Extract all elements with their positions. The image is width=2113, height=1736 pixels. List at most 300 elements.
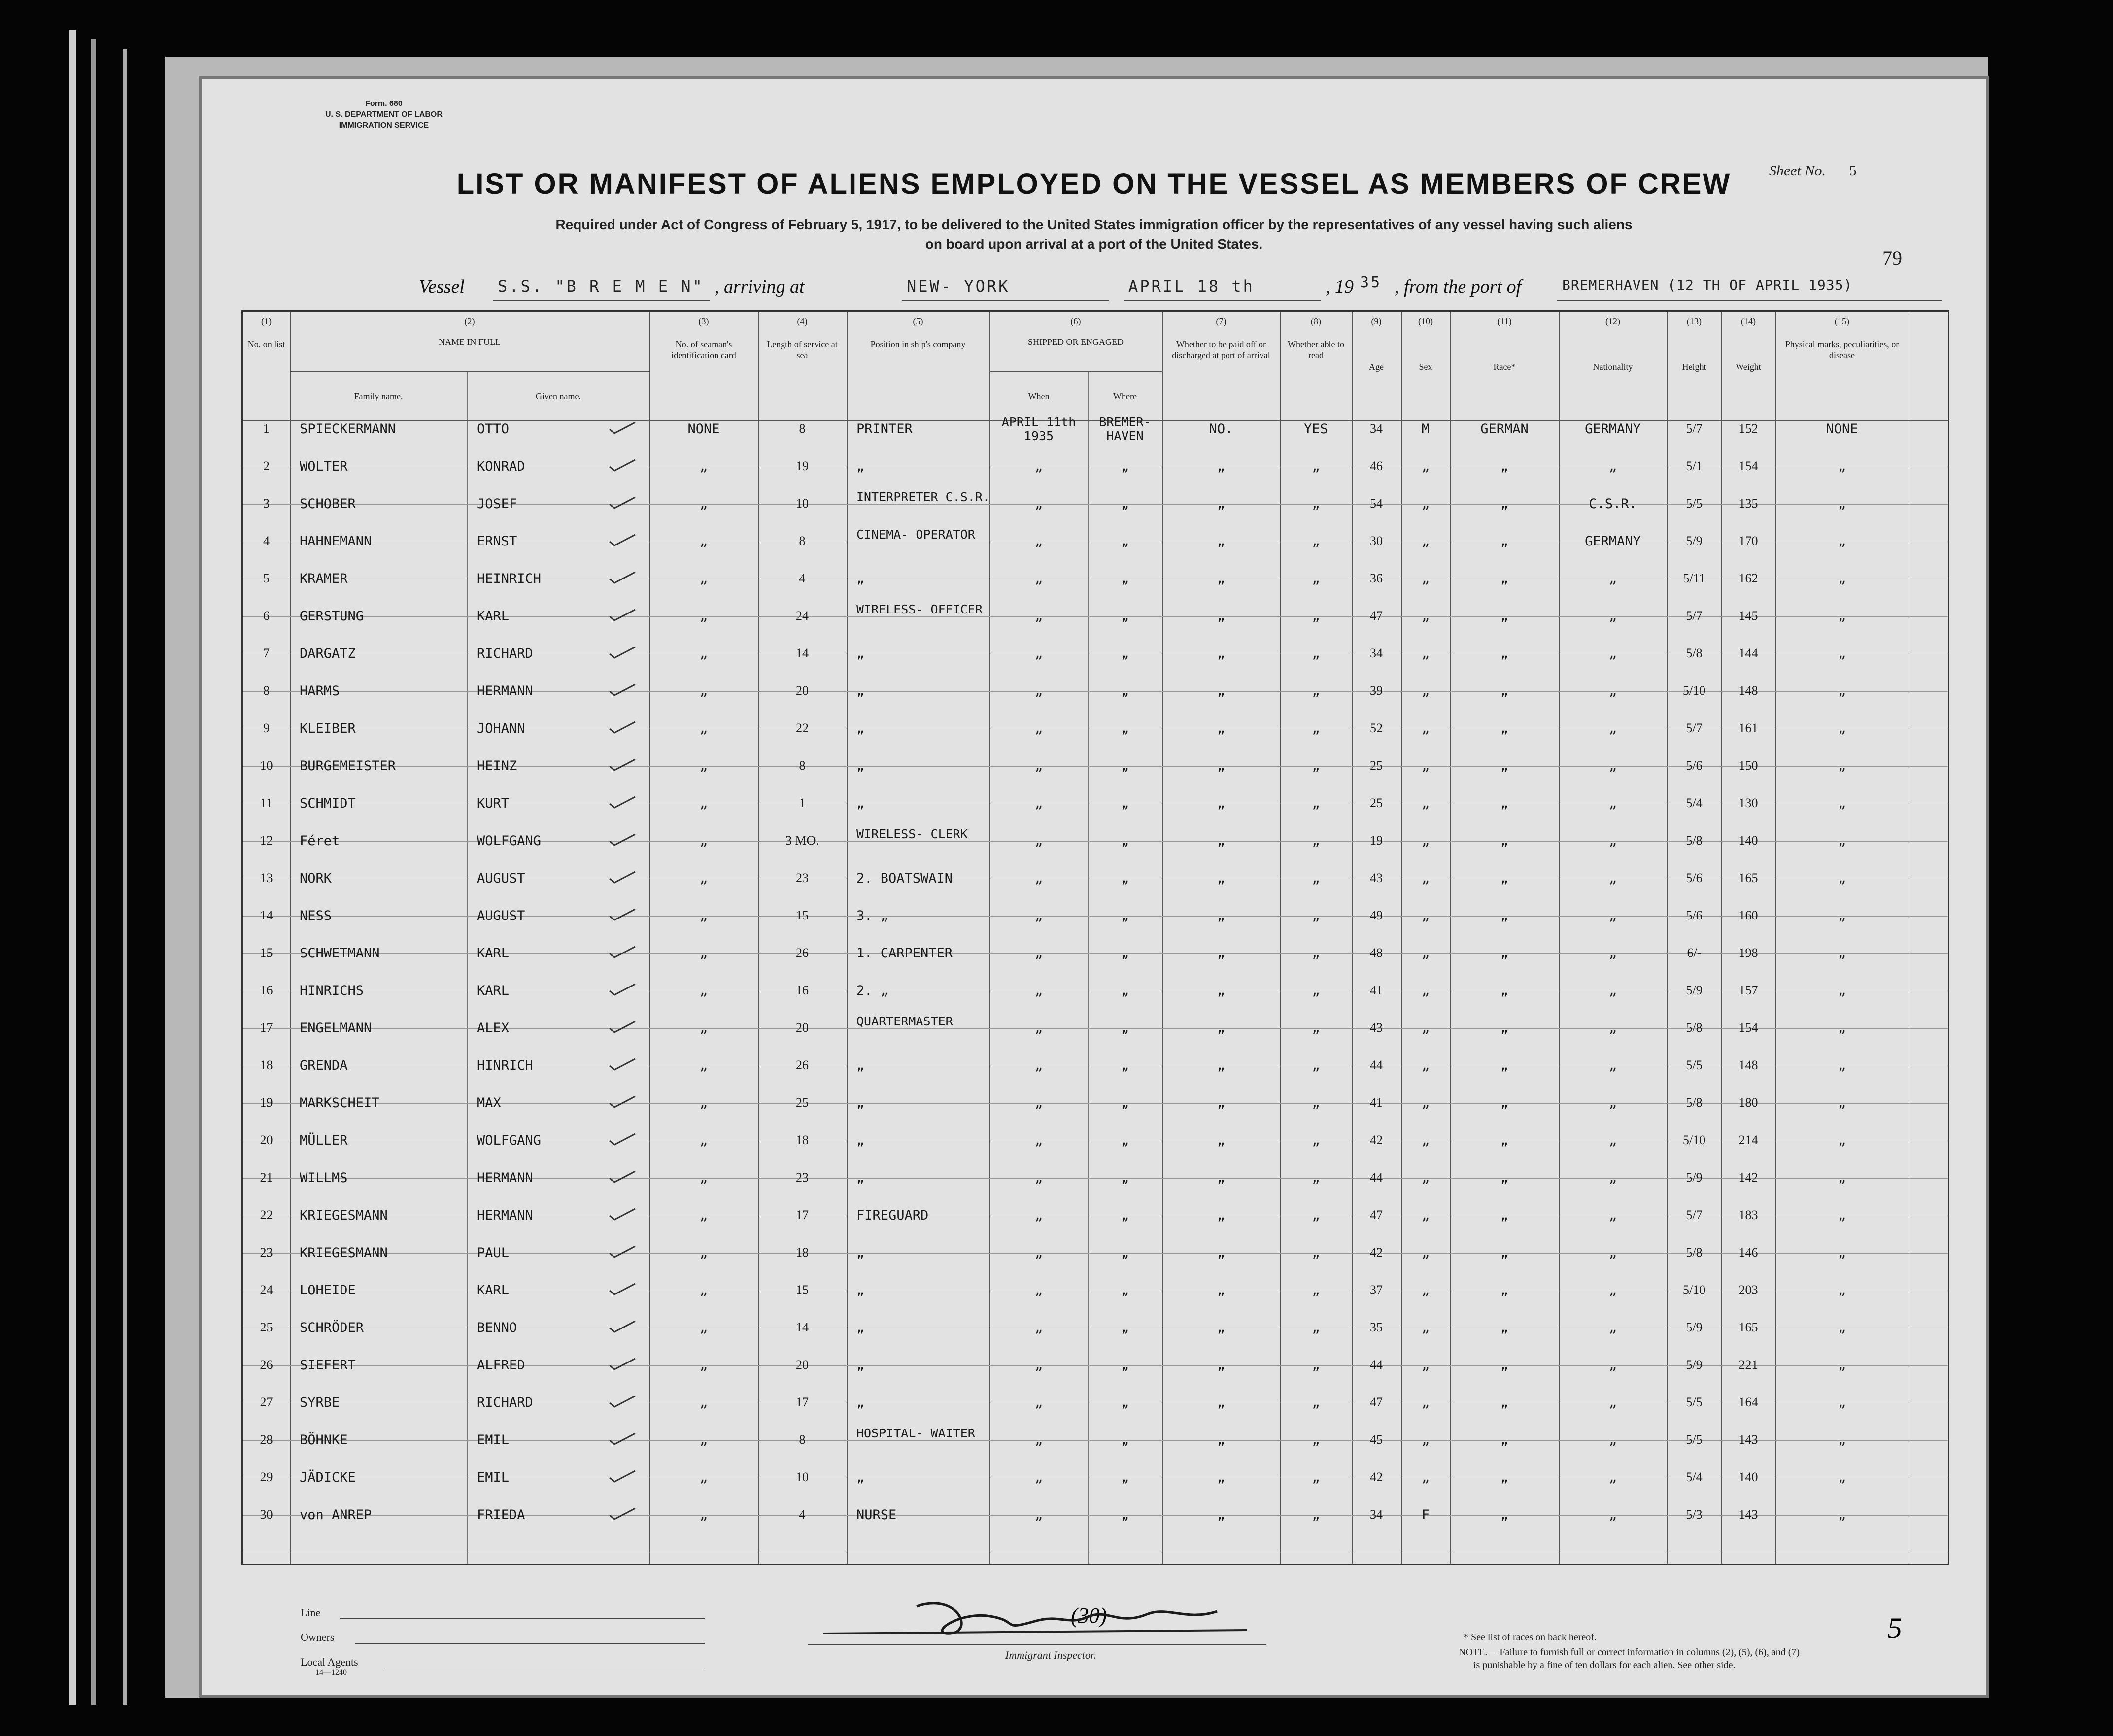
form-number: Form. 680 [365, 100, 403, 108]
cell-where: „ [1121, 871, 1129, 886]
table-row [243, 528, 1948, 565]
cell-where: „ [1121, 646, 1129, 661]
cell-weight: 135 [1738, 496, 1758, 511]
cell-height: 6/- [1687, 946, 1702, 960]
cell-weight: 154 [1738, 1021, 1758, 1035]
cell-marks: „ [1838, 459, 1846, 474]
cell-marks: „ [1838, 1058, 1846, 1073]
film-edge-left [69, 30, 76, 1705]
cell-no: 9 [263, 721, 270, 735]
cell-read: „ [1312, 1507, 1320, 1523]
inspector-label: Immigrant Inspector. [1005, 1649, 1096, 1661]
cell-given: KARL [477, 609, 510, 624]
cell-position: „ [856, 683, 865, 699]
column-header: Sex [1419, 362, 1432, 372]
line-label: Line [301, 1606, 321, 1619]
cell-weight: 203 [1738, 1283, 1758, 1297]
cell-no: 29 [260, 1470, 273, 1484]
cell-paid: „ [1217, 833, 1226, 849]
cell-weight: 145 [1738, 609, 1758, 623]
check-mark [608, 982, 637, 997]
cell-when: „ [1034, 1432, 1043, 1448]
cell-weight: 183 [1738, 1208, 1758, 1222]
cell-given: AUGUST [477, 871, 525, 886]
cell-family: HAHNEMANN [300, 534, 372, 549]
cell-height: 5/9 [1686, 1320, 1703, 1334]
cell-where: „ [1121, 1283, 1129, 1298]
cell-position: „ [856, 1470, 865, 1485]
cell-family: JÄDICKE [300, 1470, 356, 1485]
column-number: (13) [1687, 316, 1702, 326]
cell-when: „ [1034, 946, 1043, 961]
owners-field [355, 1643, 705, 1644]
column-number: (4) [797, 316, 808, 326]
cell-position: FIREGUARD [856, 1208, 929, 1223]
cell-given: OTTO [477, 421, 510, 437]
cell-nationality: „ [1608, 721, 1617, 736]
cell-where: „ [1121, 534, 1129, 549]
vessel-name: S.S. "B R E M E N" [498, 277, 704, 296]
cell-when: „ [1034, 1320, 1043, 1335]
cell-age: 35 [1370, 1320, 1383, 1334]
cell-position: „ [856, 721, 865, 736]
table-row [243, 715, 1948, 752]
table-row [243, 1052, 1948, 1089]
cell-sex: M [1421, 421, 1430, 437]
cell-family: KRIEGESMANN [300, 1245, 388, 1260]
cell-paid: „ [1217, 1133, 1226, 1148]
cell-weight: 162 [1738, 571, 1758, 585]
cell-where: „ [1121, 571, 1129, 586]
cell-no: 10 [260, 758, 273, 773]
cell-card: „ [699, 534, 708, 549]
check-mark [608, 1319, 637, 1334]
cell-no: 28 [260, 1432, 273, 1447]
cell-when: „ [1034, 1133, 1043, 1148]
cell-service: 19 [796, 459, 809, 473]
check-mark [608, 1357, 637, 1371]
cell-height: 5/6 [1686, 758, 1703, 773]
cell-nationality: „ [1608, 1170, 1617, 1186]
cell-marks: „ [1838, 908, 1846, 923]
cell-service: 8 [799, 534, 806, 548]
cell-no: 19 [260, 1095, 273, 1110]
cell-where: „ [1121, 983, 1129, 998]
column-header: Nationality [1593, 362, 1633, 372]
cell-card: „ [699, 1395, 708, 1410]
cell-sex: „ [1421, 1320, 1430, 1335]
cell-age: 34 [1370, 1507, 1383, 1522]
cell-nationality: „ [1608, 1021, 1617, 1036]
cell-weight: 161 [1738, 721, 1758, 735]
cell-no: 11 [260, 796, 273, 810]
cell-race: „ [1500, 721, 1509, 736]
cell-given: HERMANN [477, 1208, 533, 1223]
cell-race: „ [1500, 833, 1509, 849]
cell-read: „ [1312, 908, 1320, 923]
cell-where: „ [1121, 1432, 1129, 1448]
cell-given: HERMANN [477, 1170, 533, 1186]
cell-height: 5/1 [1686, 459, 1703, 473]
page-title: LIST OR MANIFEST OF ALIENS EMPLOYED ON THE VESSEL AS MEMBERS OF CREW [456, 168, 1732, 200]
cell-read: „ [1312, 1095, 1320, 1111]
cell-nationality: „ [1608, 1395, 1617, 1410]
cell-card: „ [699, 1432, 708, 1448]
cell-family: SCHMIDT [300, 796, 356, 811]
cell-where: „ [1121, 1170, 1129, 1186]
cell-paid: „ [1217, 496, 1226, 511]
cell-where: „ [1121, 946, 1129, 961]
cell-no: 18 [260, 1058, 273, 1072]
column-number: (10) [1418, 316, 1433, 326]
cell-nationality: „ [1608, 758, 1617, 774]
cell-when: „ [1034, 1395, 1043, 1410]
cell-no: 7 [263, 646, 270, 660]
from-label: , from the port of [1395, 276, 1522, 297]
cell-given: RICHARD [477, 1395, 533, 1410]
cell-weight: 160 [1738, 908, 1758, 922]
cell-read: „ [1312, 1358, 1320, 1373]
check-mark [608, 458, 637, 473]
cell-service: 20 [796, 683, 809, 698]
cell-nationality: „ [1608, 683, 1617, 699]
cell-read: „ [1312, 721, 1320, 736]
check-mark [608, 1057, 637, 1072]
cell-age: 41 [1370, 983, 1383, 997]
cell-card: „ [699, 1358, 708, 1373]
sub-header-rule [290, 371, 649, 372]
cell-service: 4 [799, 1507, 806, 1522]
cell-height: 5/8 [1686, 1021, 1703, 1035]
corner-number: 79 [1882, 247, 1902, 269]
cell-card: „ [699, 1245, 708, 1260]
cell-family: ENGELMANN [300, 1021, 372, 1036]
cell-read: „ [1312, 1208, 1320, 1223]
check-mark [608, 757, 637, 772]
cell-card: „ [699, 1283, 708, 1298]
cell-paid: NO. [1209, 421, 1233, 437]
cell-no: 17 [260, 1021, 273, 1035]
subtitle-line-2: on board upon arrival at a port of the United States. [925, 237, 1263, 252]
cell-weight: 170 [1738, 534, 1758, 548]
cell-given: HEINRICH [477, 571, 542, 586]
cell-card: „ [699, 946, 708, 961]
cell-card: „ [699, 683, 708, 699]
table-row [243, 1389, 1948, 1427]
cell-nationality: C.S.R. [1589, 496, 1637, 511]
sub-header-rule [989, 371, 1162, 372]
cell-read: „ [1312, 946, 1320, 961]
cell-height: 5/8 [1686, 646, 1703, 660]
cell-nationality: „ [1608, 1358, 1617, 1373]
cell-position: „ [856, 1395, 865, 1410]
cell-weight: 146 [1738, 1245, 1758, 1259]
cell-given: JOHANN [477, 721, 525, 736]
arriving-label: , arriving at [715, 276, 805, 297]
cell-service: 8 [799, 1432, 806, 1447]
cell-service: 4 [799, 571, 806, 585]
cell-when: „ [1034, 646, 1043, 661]
cell-card: „ [699, 983, 708, 998]
cell-given: EMIL [477, 1432, 510, 1448]
cell-marks: „ [1838, 1021, 1846, 1036]
cell-paid: „ [1217, 796, 1226, 811]
cell-read: „ [1312, 683, 1320, 699]
cell-marks: „ [1838, 1133, 1846, 1148]
cell-where: „ [1121, 1058, 1129, 1073]
cell-race: „ [1500, 983, 1509, 998]
check-mark [608, 1094, 637, 1109]
cell-sex: „ [1421, 609, 1430, 624]
cell-sex: „ [1421, 983, 1430, 998]
cell-paid: „ [1217, 1470, 1226, 1485]
cell-where: „ [1121, 1095, 1129, 1111]
cell-race: „ [1500, 1245, 1509, 1260]
cell-age: 45 [1370, 1432, 1383, 1447]
cell-no: 14 [260, 908, 273, 922]
cell-height: 5/8 [1686, 833, 1703, 848]
cell-given: KONRAD [477, 459, 525, 474]
cell-when: „ [1034, 1095, 1043, 1111]
cell-service: 8 [799, 421, 806, 436]
cell-race: „ [1500, 609, 1509, 624]
cell-family: Féret [300, 833, 340, 849]
check-mark [608, 945, 637, 959]
cell-race: „ [1500, 459, 1509, 474]
cell-nationality: „ [1608, 1133, 1617, 1148]
cell-service: 22 [796, 721, 809, 735]
cell-when: „ [1034, 871, 1043, 886]
departure-port: BREMERHAVEN (12 TH OF APRIL 1935) [1562, 277, 1853, 293]
cell-family: SIEFERT [300, 1358, 356, 1373]
cell-service: 16 [796, 983, 809, 997]
cell-where: „ [1121, 1320, 1129, 1335]
year-prefix: , 19 [1326, 276, 1354, 297]
cell-no: 25 [260, 1320, 273, 1334]
table-row [243, 977, 1948, 1015]
cell-paid: „ [1217, 683, 1226, 699]
cell-family: NORK [300, 871, 332, 886]
page-mark: 5 [1887, 1612, 1902, 1644]
cell-position: „ [856, 758, 865, 774]
cell-family: WILLMS [300, 1170, 348, 1186]
cell-sex: „ [1421, 1283, 1430, 1298]
cell-height: 5/9 [1686, 983, 1703, 997]
cell-race: „ [1500, 1358, 1509, 1373]
cell-age: 44 [1370, 1058, 1383, 1072]
cell-where: BREMER- HAVEN [1099, 415, 1151, 443]
cell-marks: „ [1838, 1170, 1846, 1186]
cell-family: von ANREP [300, 1507, 372, 1523]
cell-given: KARL [477, 946, 510, 961]
cell-weight: 148 [1738, 1058, 1758, 1072]
cell-paid: „ [1217, 758, 1226, 774]
cell-height: 5/4 [1686, 1470, 1703, 1484]
cell-where: „ [1121, 496, 1129, 511]
cell-age: 41 [1370, 1095, 1383, 1110]
cell-age: 49 [1370, 908, 1383, 922]
departure-underline [1557, 300, 1942, 301]
cell-given: KARL [477, 983, 510, 998]
cell-height: 5/9 [1686, 1170, 1703, 1185]
cell-where: „ [1121, 796, 1129, 811]
cell-no: 22 [260, 1208, 273, 1222]
column-number: (1) [261, 316, 272, 326]
cell-nationality: GERMANY [1585, 534, 1641, 549]
table-row [243, 902, 1948, 940]
cell-position: HOSPITAL- WAITER [856, 1426, 975, 1440]
cell-when: „ [1034, 758, 1043, 774]
cell-family: SCHWETMANN [300, 946, 380, 961]
cell-card: „ [699, 1058, 708, 1073]
cell-service: 15 [796, 1283, 809, 1297]
cell-card: „ [699, 721, 708, 736]
cell-race: „ [1500, 758, 1509, 774]
cell-marks: „ [1838, 496, 1846, 511]
cell-nationality: „ [1608, 908, 1617, 923]
cell-position: „ [856, 1283, 865, 1298]
cell-height: 5/4 [1686, 796, 1703, 810]
cell-nationality: „ [1608, 459, 1617, 474]
cell-position: „ [856, 646, 865, 661]
cell-when: „ [1034, 721, 1043, 736]
check-mark [608, 420, 637, 435]
sub-column-header: When [1028, 391, 1050, 401]
cell-nationality: „ [1608, 1208, 1617, 1223]
cell-marks: „ [1838, 571, 1846, 586]
cell-race: „ [1500, 1432, 1509, 1448]
sheet-number-value: 5 [1849, 163, 1857, 179]
cell-service: 26 [796, 946, 809, 960]
cell-height: 5/9 [1686, 534, 1703, 548]
cell-marks: „ [1838, 983, 1846, 998]
cell-position: „ [856, 1095, 865, 1111]
cell-paid: „ [1217, 571, 1226, 586]
cell-age: 25 [1370, 796, 1383, 810]
cell-no: 6 [263, 609, 270, 623]
cell-nationality: „ [1608, 1470, 1617, 1485]
cell-read: „ [1312, 459, 1320, 474]
cell-height: 5/6 [1686, 871, 1703, 885]
cell-marks: „ [1838, 833, 1846, 849]
cell-paid: „ [1217, 534, 1226, 549]
column-number: (5) [913, 316, 923, 326]
cell-paid: „ [1217, 1395, 1226, 1410]
cell-race: „ [1500, 1021, 1509, 1036]
cell-no: 27 [260, 1395, 273, 1409]
cell-read: „ [1312, 609, 1320, 624]
check-mark [608, 682, 637, 697]
cell-no: 24 [260, 1283, 273, 1297]
cell-sex: „ [1421, 1058, 1430, 1073]
check-mark [608, 1207, 637, 1222]
cell-sex: „ [1421, 1170, 1430, 1186]
cell-card: „ [699, 1320, 708, 1335]
cell-position: „ [856, 459, 865, 474]
cell-position: NURSE [856, 1507, 897, 1523]
cell-age: 19 [1370, 833, 1383, 848]
cell-when: „ [1034, 1021, 1043, 1036]
cell-marks: „ [1838, 609, 1846, 624]
cell-card: „ [699, 496, 708, 511]
column-header: Whether able to read [1288, 340, 1344, 360]
column-header: Race* [1493, 362, 1516, 372]
cell-position: „ [856, 1058, 865, 1073]
table-row [243, 940, 1948, 977]
cell-position: „ [856, 796, 865, 811]
cell-family: KLEIBER [300, 721, 356, 736]
table-row [243, 827, 1948, 865]
cell-weight: 221 [1738, 1358, 1758, 1372]
cell-weight: 143 [1738, 1507, 1758, 1522]
cell-weight: 214 [1738, 1133, 1758, 1147]
port-underline [902, 300, 1109, 301]
cell-card: „ [699, 609, 708, 624]
cell-position: „ [856, 1358, 865, 1373]
cell-card: NONE [687, 421, 720, 437]
table-row [243, 1015, 1948, 1052]
cell-marks: „ [1838, 871, 1846, 886]
table-row [243, 1501, 1948, 1539]
cell-when: „ [1034, 1170, 1043, 1186]
cell-service: 23 [796, 871, 809, 885]
cell-weight: 152 [1738, 421, 1758, 436]
cell-height: 5/6 [1686, 908, 1703, 922]
cell-family: SYRBE [300, 1395, 340, 1410]
table-row [243, 865, 1948, 902]
column-header: No. of seaman's identification card [671, 340, 736, 360]
cell-race: „ [1500, 946, 1509, 961]
cell-no: 2 [263, 459, 270, 473]
cell-given: HINRICH [477, 1058, 533, 1073]
cell-read: YES [1304, 421, 1328, 437]
cell-age: 37 [1370, 1283, 1383, 1297]
cell-service: 1 [799, 796, 806, 810]
cell-position: „ [856, 571, 865, 586]
check-mark [608, 570, 637, 585]
cell-where: „ [1121, 1245, 1129, 1260]
column-number: (9) [1371, 316, 1382, 326]
cell-sex: „ [1421, 1395, 1430, 1410]
cell-position: „ [856, 1133, 865, 1148]
cell-card: „ [699, 1170, 708, 1186]
cell-when: „ [1034, 1470, 1043, 1485]
cell-service: 18 [796, 1245, 809, 1259]
cell-paid: „ [1217, 1245, 1226, 1260]
cell-age: 54 [1370, 496, 1383, 511]
column-number: (6) [1070, 316, 1081, 326]
column-number: (7) [1216, 316, 1227, 326]
cell-height: 5/7 [1686, 1208, 1703, 1222]
column-number: (15) [1835, 316, 1849, 326]
table-row [243, 453, 1948, 490]
cell-read: „ [1312, 1395, 1320, 1410]
cell-position: 1. CARPENTER [856, 946, 953, 961]
cell-family: WOLTER [300, 459, 348, 474]
cell-height: 5/5 [1686, 496, 1703, 511]
cell-height: 5/10 [1682, 1283, 1706, 1297]
cell-when: „ [1034, 534, 1043, 549]
column-header: Position in ship's company [870, 340, 966, 349]
cell-sex: „ [1421, 1208, 1430, 1223]
cell-nationality: „ [1608, 1320, 1617, 1335]
cell-paid: „ [1217, 1208, 1226, 1223]
check-mark [608, 832, 637, 847]
cell-age: 52 [1370, 721, 1383, 735]
cell-service: 20 [796, 1021, 809, 1035]
cell-nationality: GERMANY [1585, 421, 1641, 437]
cell-weight: 144 [1738, 646, 1758, 660]
